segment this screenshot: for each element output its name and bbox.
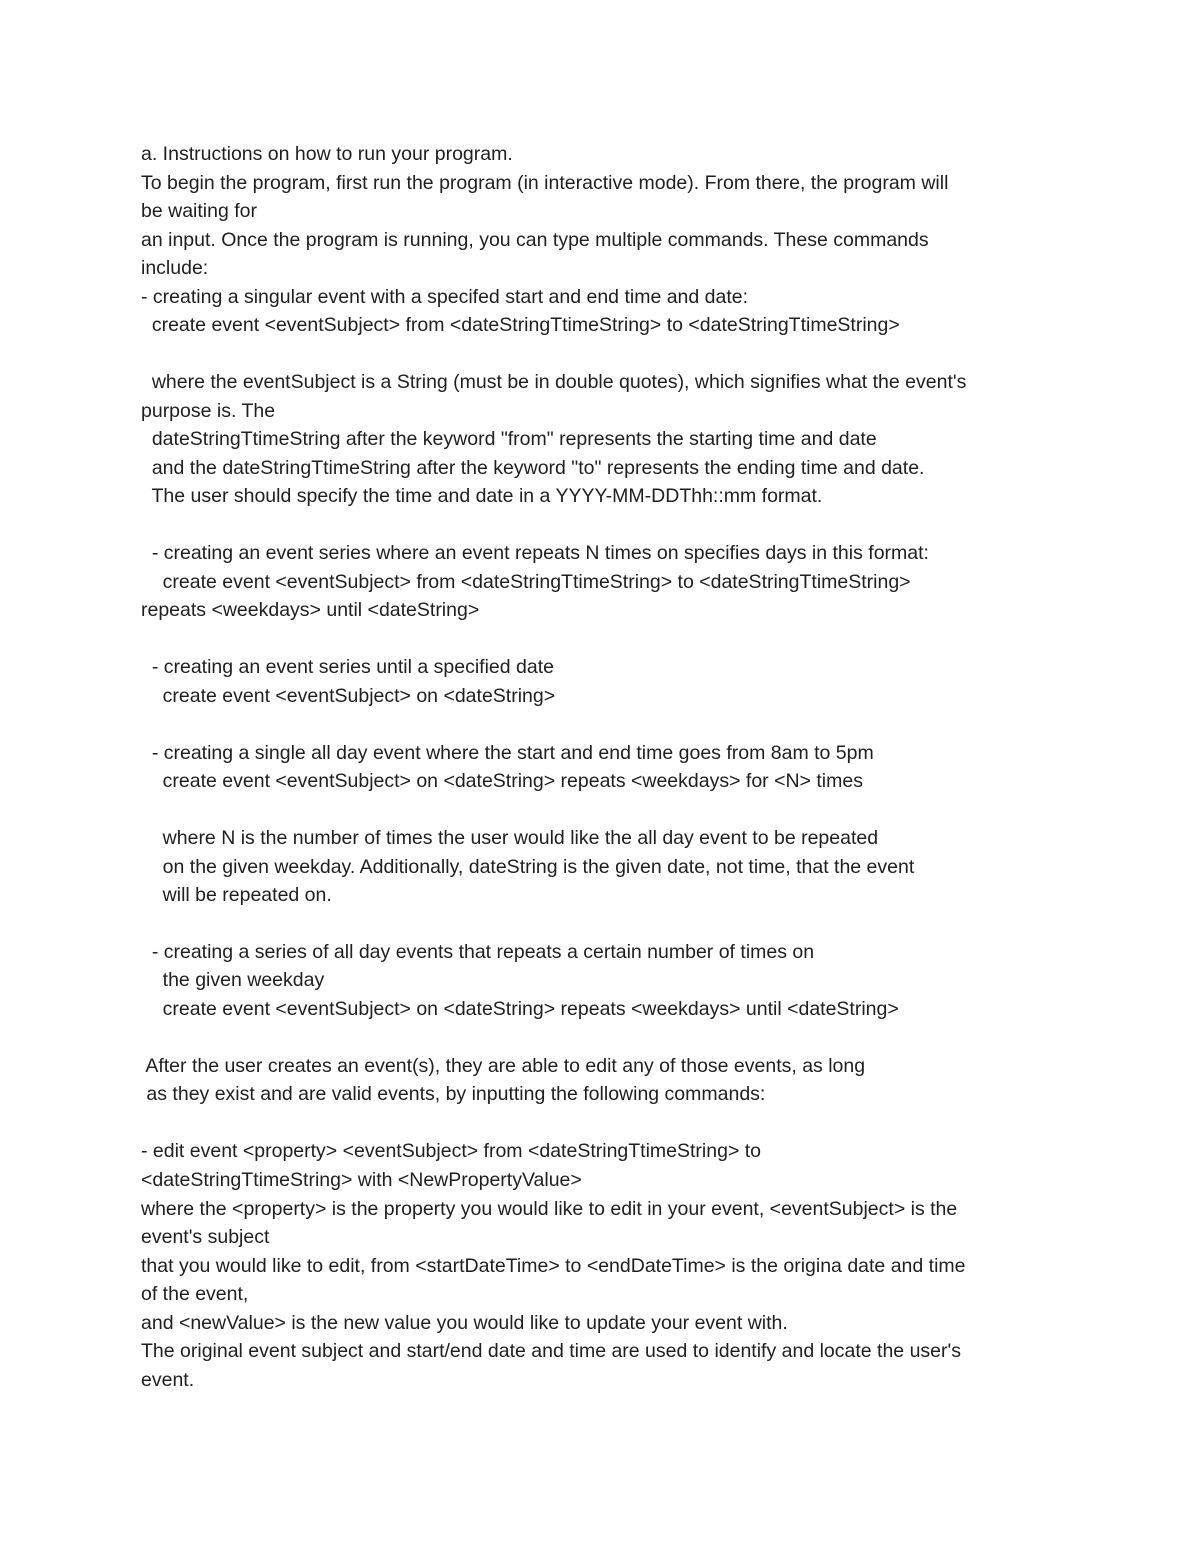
command-line: repeats <weekdays> until <dateString> [141, 599, 480, 621]
paragraph-line: purpose is. The [141, 400, 276, 422]
command-line: create event <eventSubject> on <dateString> [141, 685, 556, 707]
bullet-edit-event: - edit event <property> <eventSubject> from <dateStringTtimeString> to [141, 1140, 762, 1162]
bullet-event-series: - creating an event series where an event repeats N times on specifies days in this format: [141, 542, 929, 564]
paragraph-line: on the given weekday. Additionally, dateString is the given date, not time, that the event [141, 856, 915, 878]
paragraph-line: After the user creates an event(s), they are able to edit any of those events, as long [141, 1055, 866, 1077]
paragraph-line: and <newValue> is the new value you would like to update your event with. [141, 1312, 788, 1334]
bullet-singular-event: - creating a singular event with a specifed start and end time and date: [141, 286, 749, 308]
command-line: create event <eventSubject> from <dateStringTtimeString> to <dateStringTtimeString> [141, 314, 900, 336]
paragraph-line: an input. Once the program is running, you can type multiple commands. These commands [141, 229, 929, 251]
heading-instructions: a. Instructions on how to run your program. [141, 143, 513, 165]
paragraph-line: where the eventSubject is a String (must be in double quotes), which signifies what the event's [141, 371, 967, 393]
command-line: create event <eventSubject> from <dateStringTtimeString> to <dateStringTtimeString> [141, 571, 911, 593]
paragraph-line: include: [141, 257, 209, 279]
paragraph-line: the given weekday [141, 969, 325, 991]
paragraph-line: will be repeated on. [141, 884, 332, 906]
paragraph-line: event's subject [141, 1226, 270, 1248]
paragraph-line: where N is the number of times the user would like the all day event to be repeated [141, 827, 879, 849]
bullet-all-day-series: - creating a series of all day events that repeats a certain number of times on [141, 941, 815, 963]
paragraph-line: The original event subject and start/end date and time are used to identify and locate the user's [141, 1340, 961, 1362]
paragraph-line: event. [141, 1369, 195, 1391]
paragraph-line: and the dateStringTtimeString after the keyword "to" represents the ending time and date. [141, 457, 925, 479]
paragraph-line: dateStringTtimeString after the keyword "from" represents the starting time and date [141, 428, 877, 450]
command-line: create event <eventSubject> on <dateString> repeats <weekdays> for <N> times [141, 770, 863, 792]
paragraph-line: that you would like to edit, from <startDateTime> to <endDateTime> is the origina date and time [141, 1255, 966, 1277]
paragraph-line: be waiting for [141, 200, 257, 222]
bullet-series-until-date: - creating an event series until a specified date [141, 656, 554, 678]
paragraph-line: To begin the program, first run the program (in interactive mode). From there, the program will [141, 172, 949, 194]
command-line: <dateStringTtimeString> with <NewPropertyValue> [141, 1169, 582, 1191]
paragraph-line: The user should specify the time and date in a YYYY-MM-DDThh::mm format. [141, 485, 823, 507]
command-line: create event <eventSubject> on <dateString> repeats <weekdays> until <dateString> [141, 998, 899, 1020]
paragraph-line: as they exist and are valid events, by inputting the following commands: [141, 1083, 766, 1105]
paragraph-line: of the event, [141, 1283, 249, 1305]
bullet-all-day-event: - creating a single all day event where the start and end time goes from 8am to 5pm [141, 742, 874, 764]
paragraph-line: where the <property> is the property you would like to edit in your event, <eventSubject> is the [141, 1198, 958, 1220]
